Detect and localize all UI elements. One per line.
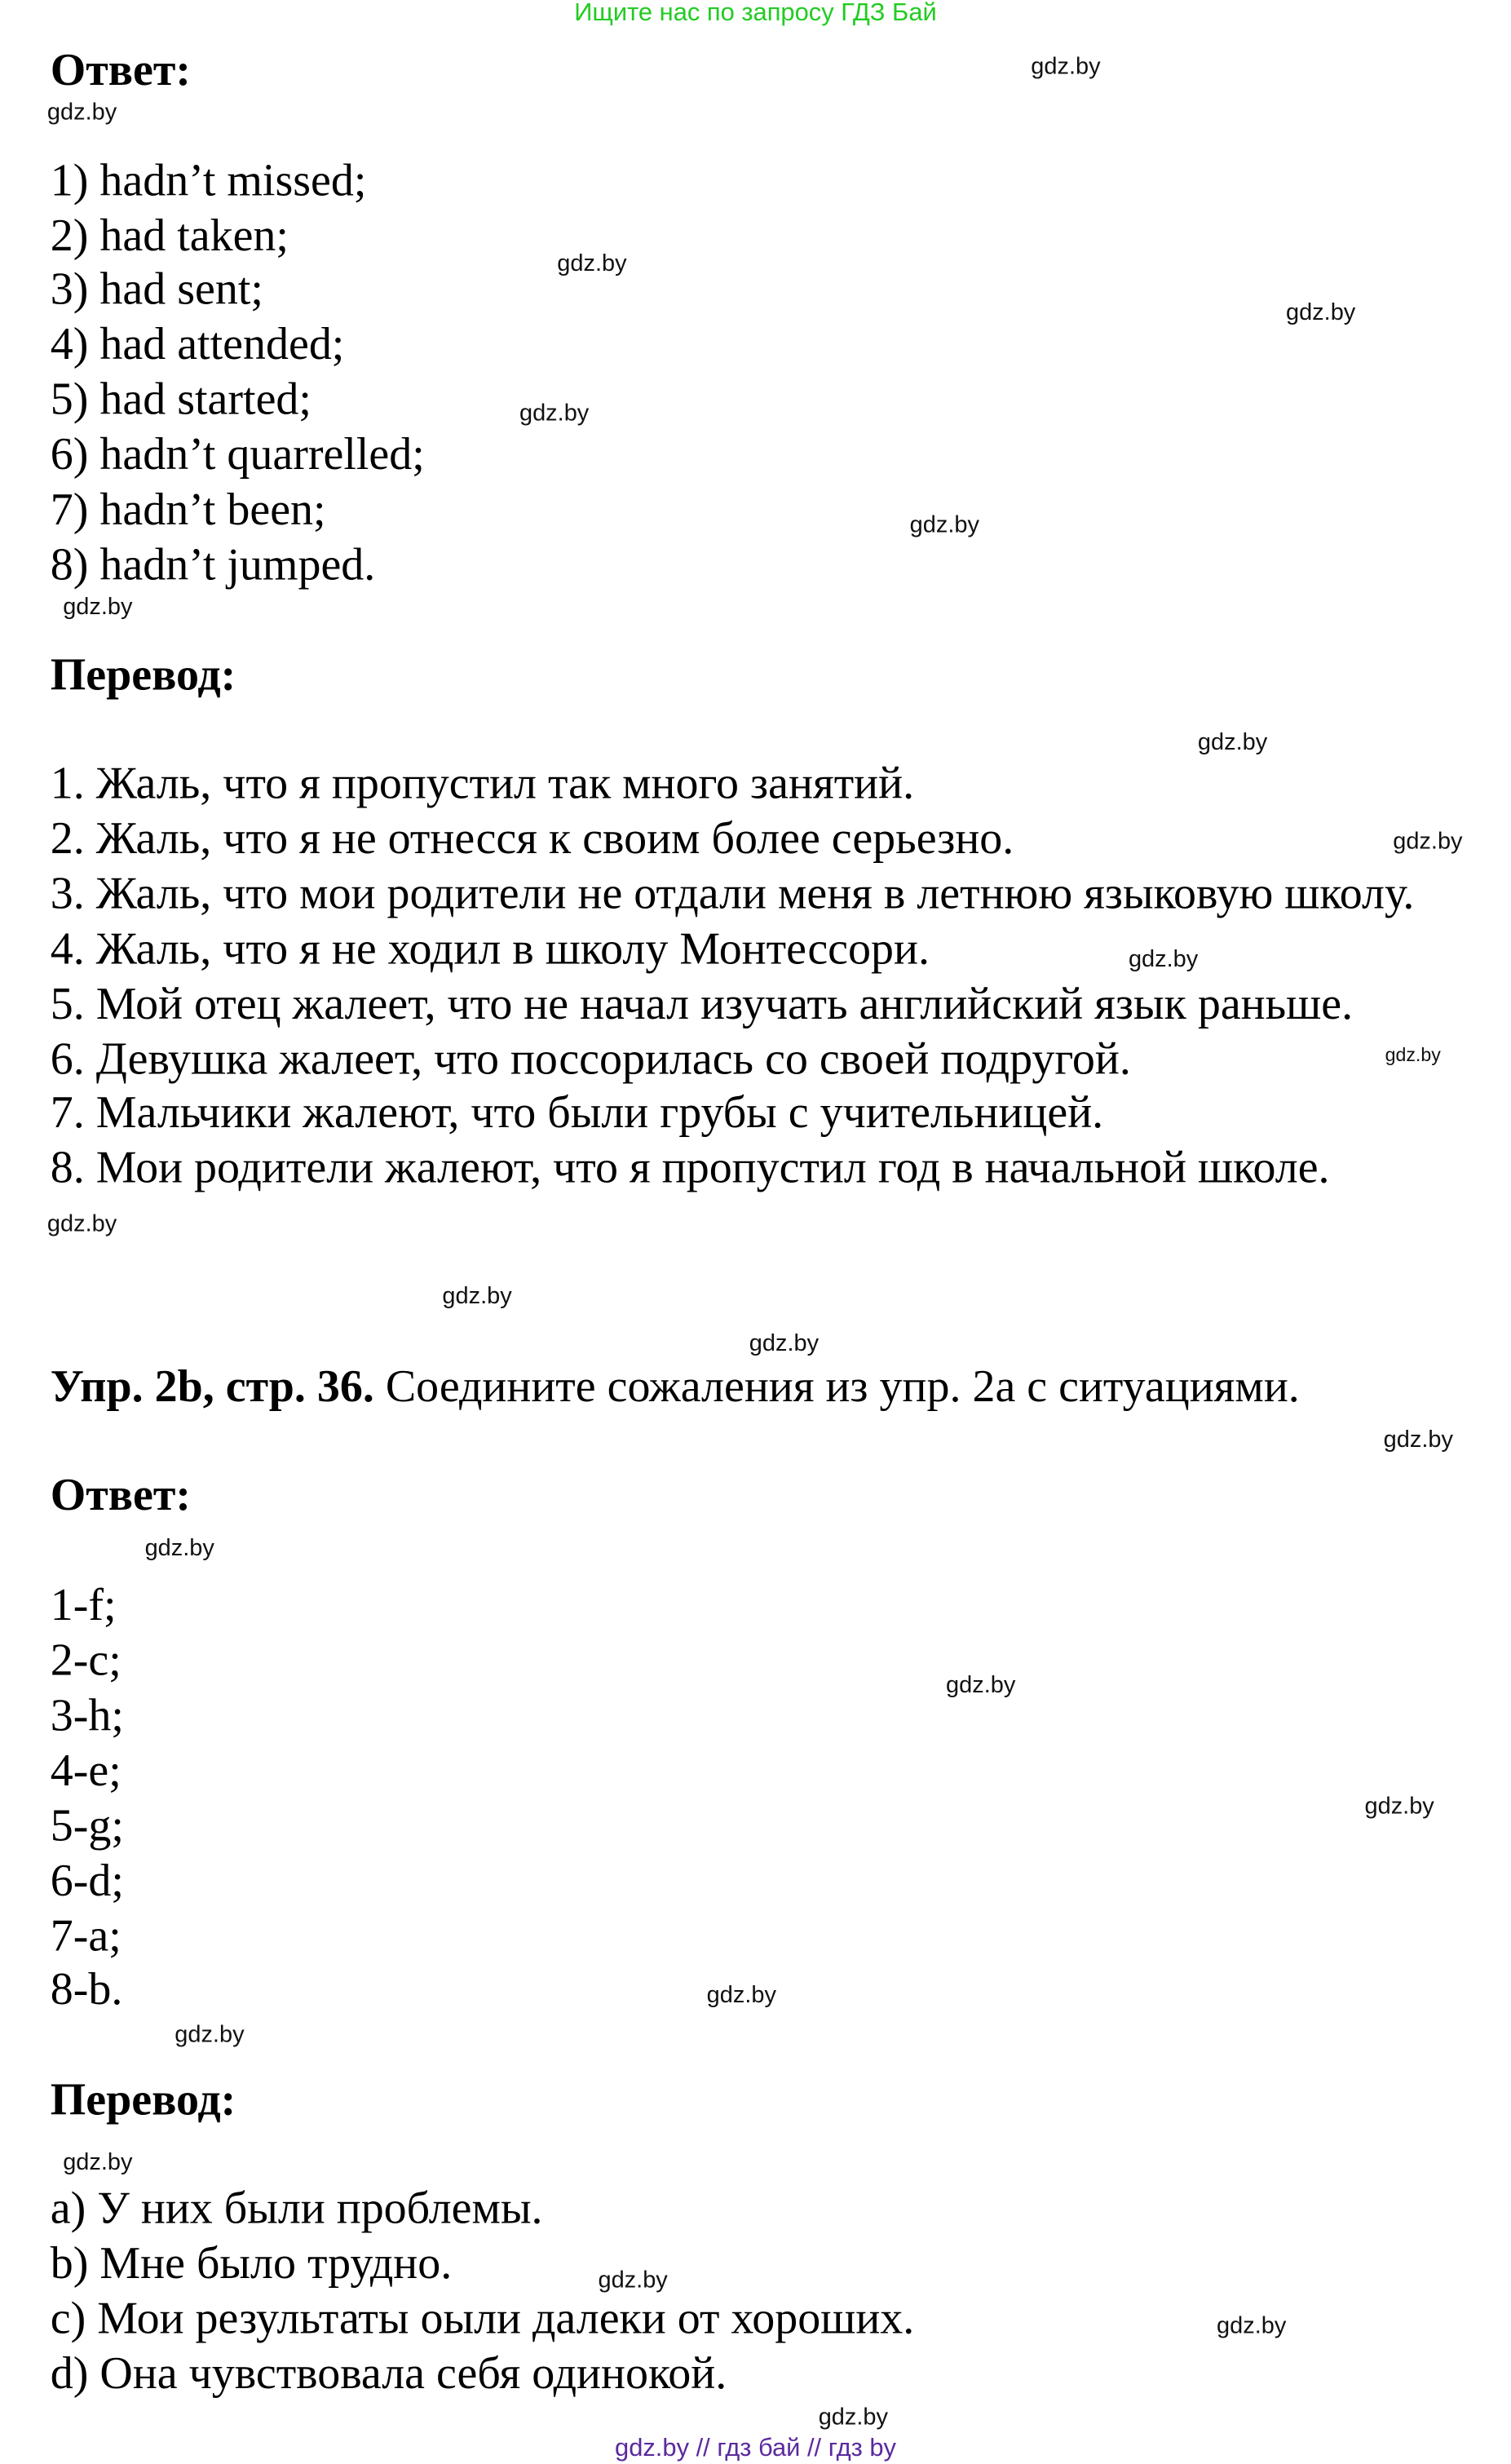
translation-heading-1: Перевод: bbox=[50, 650, 236, 701]
watermark: gdz.by bbox=[1364, 1793, 1434, 1820]
watermark: gdz.by bbox=[63, 2148, 133, 2176]
watermark: gdz.by bbox=[519, 400, 590, 427]
translation-item: 4. Жаль, что я не ходил в школу Монтессори. bbox=[50, 924, 930, 975]
translation-item: 1. Жаль, что я пропустил так много занятий. bbox=[50, 759, 915, 810]
watermark: gdz.by bbox=[1128, 946, 1199, 973]
watermark: gdz.by bbox=[46, 99, 117, 126]
watermark: gdz.by bbox=[144, 1534, 214, 1562]
watermark: gdz.by bbox=[557, 250, 627, 277]
match-item: 8-b. bbox=[50, 1964, 123, 2015]
translation-heading-2: Перевод: bbox=[50, 2075, 236, 2126]
situation-item: a) У них были проблемы. bbox=[50, 2183, 543, 2234]
watermark: gdz.by bbox=[46, 1210, 117, 1238]
translation-item: 3. Жаль, что мои родители не отдали меня в летнюю языковую школу. bbox=[50, 869, 1415, 920]
watermark: gdz.by bbox=[706, 1982, 776, 2009]
situation-item: c) Мои результаты оыли далеки от хороших. bbox=[50, 2294, 915, 2345]
watermark: gdz.by bbox=[175, 2021, 245, 2049]
watermark: gdz.by bbox=[1385, 1043, 1441, 1066]
watermark: gdz.by bbox=[63, 593, 133, 621]
watermark: gdz.by bbox=[1217, 2312, 1287, 2340]
translation-item: 8. Мои родители жалеют, что я пропустил год в начальной школе. bbox=[50, 1143, 1330, 1194]
answer-item: 7) hadn’t been; bbox=[50, 484, 326, 536]
situation-item: d) Она чувствовала себя одинокой. bbox=[50, 2348, 727, 2400]
watermark: gdz.by bbox=[1393, 828, 1463, 856]
answer-heading-1: Ответ: bbox=[50, 45, 192, 96]
match-item: 4-e; bbox=[50, 1745, 121, 1797]
match-item: 7-a; bbox=[50, 1911, 121, 1962]
answer-item: 3) had sent; bbox=[50, 264, 263, 316]
answer-heading-2: Ответ: bbox=[50, 1470, 192, 1521]
answer-item: 5) had started; bbox=[50, 374, 311, 426]
exercise-label: Упр. 2b, стр. 36. bbox=[50, 1361, 374, 1413]
match-item: 5-g; bbox=[50, 1801, 124, 1851]
watermark: gdz.by bbox=[1031, 53, 1101, 81]
translation-item: 2. Жаль, что я не отнесся к своим более серьезно. bbox=[50, 813, 1014, 865]
watermark: gdz.by bbox=[442, 1283, 512, 1310]
watermark: gdz.by bbox=[1285, 299, 1356, 326]
translation-item: 5. Мой отец жалеет, что не начал изучать английский язык раньше. bbox=[50, 979, 1354, 1030]
match-item: 2-c; bbox=[50, 1635, 121, 1687]
watermark: gdz.by bbox=[1197, 728, 1268, 756]
answer-item: 2) had taken; bbox=[50, 210, 289, 262]
answer-item: 4) had attended; bbox=[50, 319, 345, 370]
header-banner[interactable]: Ищите нас по запросу ГДЗ Бай bbox=[574, 0, 937, 27]
watermark: gdz.by bbox=[598, 2267, 668, 2294]
answer-item: 8) hadn’t jumped. bbox=[50, 540, 376, 591]
watermark: gdz.by bbox=[749, 1330, 820, 1357]
footer-links[interactable]: gdz.by // гдз бай // гдз by bbox=[615, 2435, 896, 2462]
exercise-text: Соедините сожаления из упр. 2а с ситуациями. bbox=[373, 1361, 1300, 1413]
answer-item: 1) hadn’t missed; bbox=[50, 156, 367, 206]
watermark: gdz.by bbox=[909, 511, 979, 539]
translation-item: 6. Девушка жалеет, что поссорилась со своей подругой. bbox=[50, 1034, 1131, 1085]
answer-item: 6) hadn’t quarrelled; bbox=[50, 429, 425, 480]
situation-item: b) Мне было трудно. bbox=[50, 2238, 453, 2289]
watermark: gdz.by bbox=[1383, 1426, 1453, 1453]
match-item: 3-h; bbox=[50, 1691, 124, 1741]
watermark: gdz.by bbox=[946, 1671, 1016, 1699]
match-item: 1-f; bbox=[50, 1580, 117, 1631]
watermark: gdz.by bbox=[818, 2404, 889, 2431]
translation-item: 7. Мальчики жалеют, что были грубы с учительницей. bbox=[50, 1087, 1104, 1139]
match-item: 6-d; bbox=[50, 1856, 124, 1907]
exercise-title bbox=[50, 1361, 1300, 1413]
